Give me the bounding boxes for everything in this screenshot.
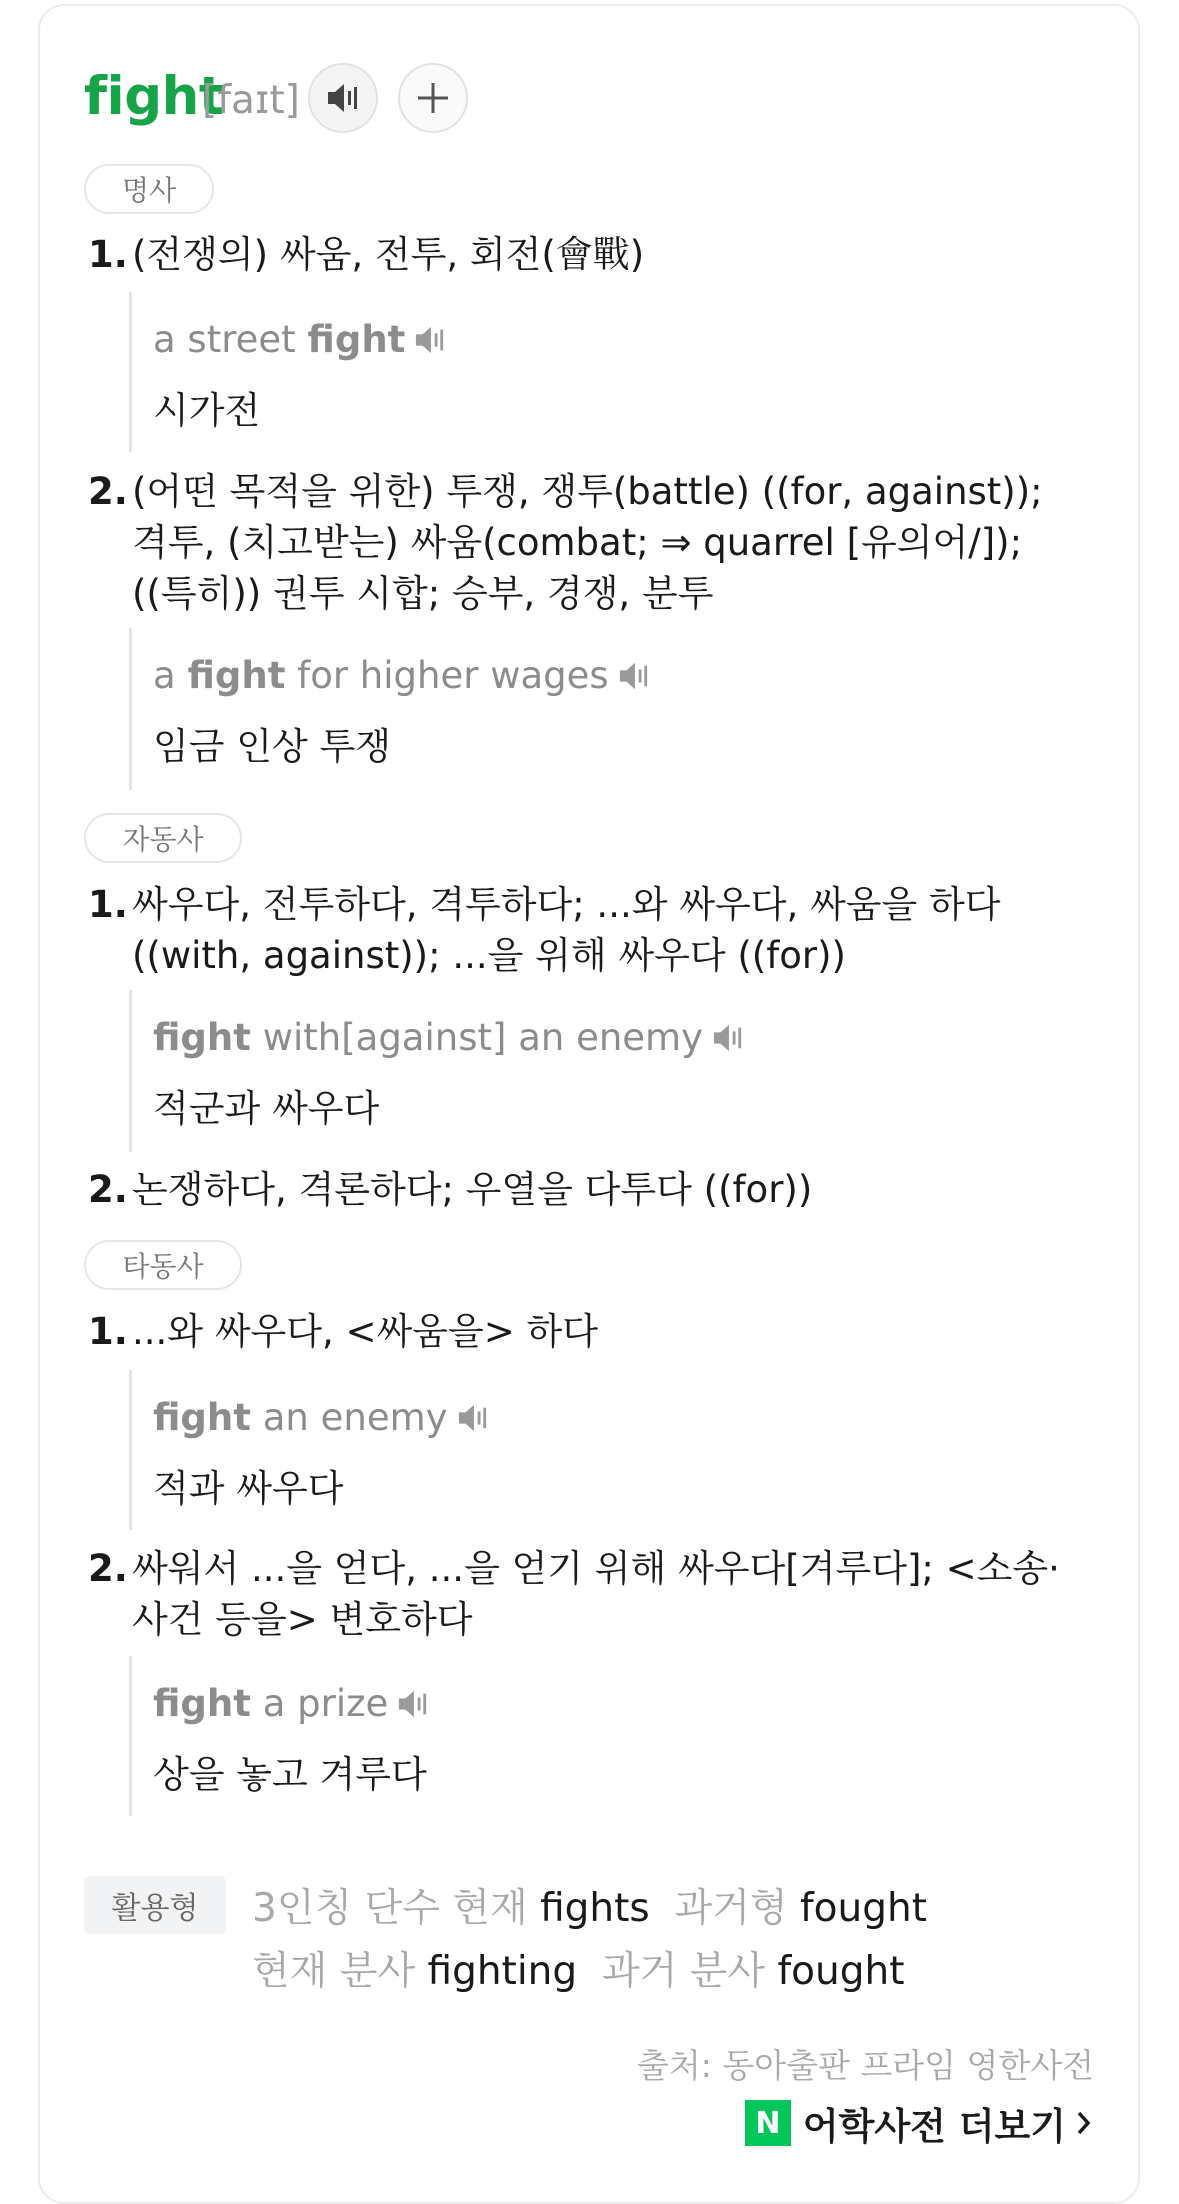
speaker-icon[interactable] <box>396 1689 430 1719</box>
pronunciation: [faɪt] <box>202 78 300 123</box>
example-text: for higher wages <box>285 654 609 697</box>
example-keyword: fight <box>307 318 406 361</box>
example-divider <box>129 628 132 790</box>
speaker-icon[interactable] <box>711 1023 745 1053</box>
example-divider <box>129 1370 132 1530</box>
definition-text: 논쟁하다, 격론하다; 우열을 다투다 ((for)) <box>132 1168 813 1211</box>
more-dictionary-label: 어학사전 더보기 <box>802 2105 1066 2148</box>
example-sentence[interactable] <box>153 318 447 361</box>
conjugation-value[interactable]: fights <box>540 1886 650 1931</box>
example-keyword: fight <box>153 1682 251 1725</box>
example-text: a prize <box>250 1682 389 1725</box>
example-keyword: fight <box>187 654 286 697</box>
definition-text: (전쟁의) 싸움, 전투, 회전(會戰) <box>132 233 645 276</box>
speaker-icon[interactable] <box>617 661 651 691</box>
speaker-icon <box>325 82 361 114</box>
example-divider <box>129 1656 132 1816</box>
example-text: a street <box>153 318 296 361</box>
conjugation-row <box>252 1877 927 1933</box>
conjugation-label: 3인칭 단수 현재 <box>252 1886 528 1931</box>
headword: fight <box>84 66 224 127</box>
definition-number: 1. <box>88 233 128 276</box>
conjugation-label: 과거 분사 <box>601 1949 766 1994</box>
example-sentence[interactable] <box>153 654 651 697</box>
conjugation-value[interactable]: fought <box>777 1949 905 1994</box>
pos-label-noun: 명사 <box>84 164 214 214</box>
example-divider <box>129 990 132 1152</box>
example-text: a <box>153 654 176 697</box>
pos-label-transitive: 타동사 <box>84 1240 242 1290</box>
chevron-right-icon <box>1074 2108 1094 2138</box>
plus-icon <box>416 81 450 115</box>
definition-number: 2. <box>88 470 128 513</box>
conjugation-value[interactable]: fought <box>799 1886 928 1931</box>
definition-number: 2. <box>88 1168 128 1211</box>
add-to-wordbook-button[interactable] <box>398 63 468 133</box>
pronunciation-audio-button[interactable] <box>308 63 378 133</box>
example-translation: 상을 놓고 겨루다 <box>153 1753 427 1796</box>
example-text: with[against] an enemy <box>250 1016 703 1059</box>
example-keyword: fight <box>153 1396 251 1439</box>
source-attribution[interactable]: 출처: 동아출판 프라임 영한사전 <box>636 2046 1094 2085</box>
example-divider <box>129 292 132 452</box>
conjugation-badge: 활용형 <box>84 1876 226 1934</box>
definition-text: 싸워서 ...을 얻다, ...을 얻기 위해 싸우다[겨루다]; <소송· <box>132 1547 1060 1590</box>
conjugation-label: 과거형 <box>674 1886 788 1931</box>
conjugation-row <box>252 1940 905 1996</box>
definition-text: ...와 싸우다, <싸움을> 하다 <box>132 1310 599 1353</box>
definition-number: 1. <box>88 883 128 926</box>
definition-number: 2. <box>88 1547 128 1590</box>
speaker-icon[interactable] <box>456 1403 490 1433</box>
conjugation-value[interactable]: fighting <box>427 1949 578 1994</box>
definition-text: (어떤 목적을 위한) 투쟁, 쟁투(battle) ((for, against)); <box>132 470 1043 513</box>
conjugation-label: 현재 분사 <box>252 1949 416 1994</box>
definition-text: 싸우다, 전투하다, 격투하다; ...와 싸우다, 싸움을 하다 <box>132 883 1001 926</box>
example-sentence[interactable] <box>153 1682 430 1725</box>
definition-text: ((특히)) 권투 시합; 승부, 경쟁, 분투 <box>132 572 714 615</box>
definition-number: 1. <box>88 1310 128 1353</box>
definition-text: 사건 등을> 변호하다 <box>132 1598 473 1641</box>
example-translation: 시가전 <box>153 389 261 432</box>
example-translation: 적군과 싸우다 <box>153 1087 380 1130</box>
example-keyword: fight <box>153 1016 251 1059</box>
naver-logo: N <box>745 2100 791 2146</box>
pos-label-intransitive: 자동사 <box>84 813 242 863</box>
speaker-icon[interactable] <box>413 325 447 355</box>
definition-text: ((with, against)); ...을 위해 싸우다 ((for)) <box>132 934 846 977</box>
example-translation: 임금 인상 투쟁 <box>153 725 391 768</box>
more-dictionary-link[interactable] <box>745 2096 1094 2150</box>
example-translation: 적과 싸우다 <box>153 1467 344 1510</box>
example-sentence[interactable] <box>153 1016 745 1059</box>
example-text: an enemy <box>250 1396 448 1439</box>
example-sentence[interactable] <box>153 1396 490 1439</box>
definition-text: 격투, (치고받는) 싸움(combat; ⇒ quarrel [유의어/]); <box>132 521 1023 564</box>
